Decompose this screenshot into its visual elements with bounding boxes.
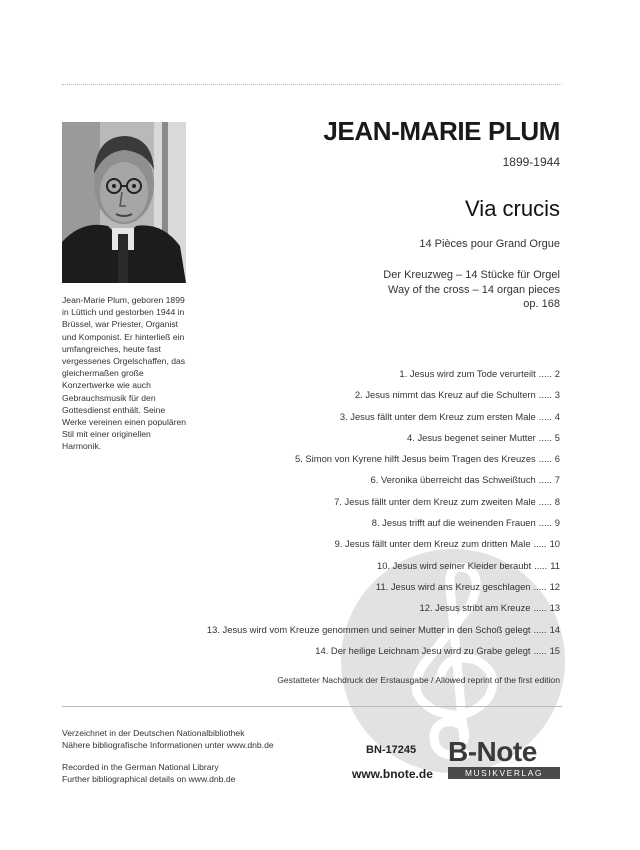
toc-entry-title: 9. Jesus fällt unter dem Kreuz zum dritten Male	[334, 538, 531, 550]
toc-leader: .....	[533, 623, 547, 635]
toc-entry-page: 10	[549, 538, 560, 550]
toc-entry-title: 1. Jesus wird zum Tode verurteilt	[399, 368, 536, 379]
toc-entry	[140, 495, 560, 516]
toc-entry	[140, 367, 560, 388]
toc-entry	[140, 516, 560, 537]
toc-entry	[140, 580, 560, 601]
toc-entry-page: 9	[554, 517, 560, 529]
toc-entry-title: 7. Jesus fällt unter dem Kreuz zum zweiten Male	[334, 495, 536, 507]
toc-entry-page: 7	[554, 474, 560, 486]
toc-entry-title: 6. Veronika überreicht das Schweißtuch	[370, 474, 536, 486]
toc-leader: .....	[533, 602, 547, 614]
library-notice-line: Verzeichnet in der Deutschen Nationalbibliothek	[62, 728, 245, 738]
work-title-english: Way of the cross – 14 organ pieces	[387, 283, 560, 296]
library-notice-line: Further bibliographical details on www.dnb.de	[62, 773, 236, 784]
composer-portrait	[62, 122, 186, 283]
publisher-website-link[interactable]: www.bnote.de	[352, 767, 433, 781]
toc-entry	[140, 537, 560, 558]
toc-entry-title: 2. Jesus nimmt das Kreuz auf die Schultern	[354, 389, 536, 401]
toc-leader: .....	[538, 431, 552, 443]
toc-entry-title: 8. Jesus trifft auf die weinenden Frauen	[371, 517, 536, 529]
toc-leader: .....	[538, 410, 552, 422]
toc-entry	[140, 410, 560, 431]
toc-entry	[140, 388, 560, 409]
toc-entry-title: 13. Jesus wird vom Kreuze genommen und seiner Mutter in den Schoß gelegt	[206, 623, 531, 635]
toc-entry-page: 11	[550, 559, 560, 571]
toc-leader: .....	[533, 580, 547, 592]
toc-leader: .....	[538, 389, 552, 401]
toc-entry-page: 3	[554, 389, 560, 401]
catalog-number: BN-17245	[366, 744, 417, 756]
toc-entry-page: 15	[549, 644, 560, 656]
publisher-logo	[448, 737, 560, 779]
toc-entry-title: 3. Jesus fällt unter dem Kreuz zum ersten Male	[339, 410, 536, 422]
toc-entry	[140, 623, 560, 644]
toc-entry	[140, 601, 560, 622]
toc-entry-title: 10. Jesus wird seiner Kleider beraubt	[376, 559, 532, 571]
toc-entry	[140, 452, 560, 473]
composer-name: JEAN-MARIE PLUM	[323, 116, 560, 146]
toc-entry-title: 4. Jesus begenet seiner Mutter	[407, 431, 536, 443]
toc-leader: .....	[538, 368, 552, 379]
toc-leader: .....	[538, 495, 552, 507]
toc-entry	[140, 644, 560, 665]
toc-entry	[140, 473, 560, 494]
composer-biography: Jean-Marie Plum, geboren 1899 in Lüttich und gestorben 1944 in Brüssel, war Priester, Organist und Komponist. Er hinterließ ein umfangreiches, heute fast vergessenes Orgelschaffen, das gleichermaßen große Konzertwerke wie auch Gebrauchsmusik für den Gottesdienst enthält. Seine Werke vereinen einen populären Stil mit einer originellen Harmonik.	[62, 295, 187, 452]
work-title: Via crucis	[465, 196, 560, 221]
table-of-contents	[140, 367, 560, 665]
toc-leader: .....	[534, 559, 548, 571]
toc-entry	[140, 431, 560, 452]
work-opus-number: op. 168	[523, 298, 560, 311]
toc-entry-page: 6	[554, 453, 560, 465]
toc-leader: .....	[533, 538, 547, 550]
toc-entry	[140, 559, 560, 580]
work-title-german: Der Kreuzweg – 14 Stücke für Orgel	[383, 269, 560, 281]
toc-entry-page: 2	[554, 368, 560, 379]
library-notice	[62, 728, 274, 785]
toc-leader: .....	[538, 517, 552, 529]
reprint-note: Gestatteter Nachdruck der Erstausgabe / Allowed reprint of the first edition	[277, 675, 560, 685]
toc-entry-page: 12	[549, 580, 560, 592]
toc-entry-page: 13	[549, 602, 560, 614]
top-dotted-divider	[62, 84, 562, 85]
toc-entry-title: 14. Der heilige Leichnam Jesu wird zu Grabe gelegt	[315, 644, 531, 656]
toc-leader: .....	[533, 644, 547, 656]
toc-entry-page: 5	[554, 431, 560, 443]
footer-divider	[62, 706, 562, 707]
toc-entry-page: 14	[549, 623, 560, 635]
library-notice-line: Recorded in the German National Library	[62, 762, 219, 772]
toc-leader: .....	[538, 453, 552, 465]
work-subtitle: 14 Pièces pour Grand Orgue	[419, 238, 560, 250]
toc-entry-title: 5. Simon von Kyrene hilft Jesus beim Tragen des Kreuzes	[295, 453, 536, 465]
toc-entry-page: 4	[554, 410, 560, 422]
toc-entry-title: 12. Jesus stribt am Kreuze	[419, 602, 531, 614]
toc-entry-page: 8	[554, 495, 560, 507]
toc-leader: .....	[538, 474, 552, 486]
toc-entry-title: 11. Jesus wird ans Kreuz geschlagen	[375, 580, 531, 592]
work-alternate-titles	[383, 268, 560, 312]
library-notice-line: Nähere bibliografische Informationen unter www.dnb.de	[62, 739, 274, 750]
composer-years: 1899-1944	[502, 155, 560, 169]
publisher-logo-tagline: MUSIKVERLAG	[448, 767, 560, 779]
publisher-logo-name: B-Note	[448, 736, 537, 767]
